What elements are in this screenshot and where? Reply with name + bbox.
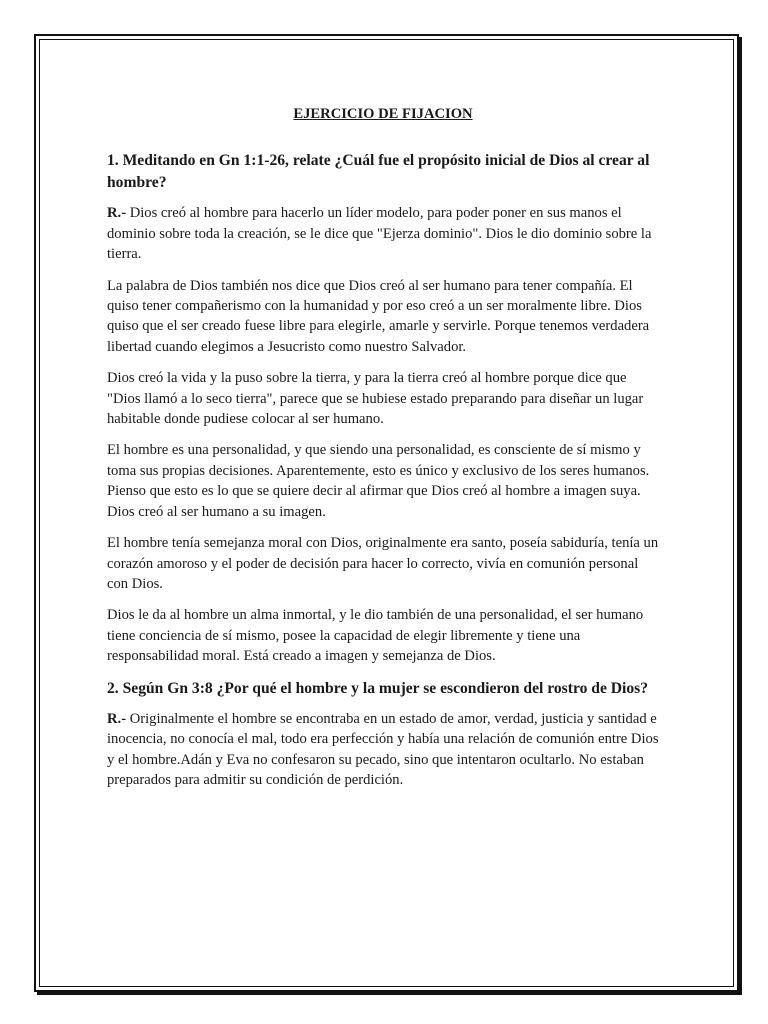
answer-2-text: Originalmente el hombre se encontraba en un estado de amor, verdad, justicia y santidad e inocencia, no conocía el mal, todo era perfección y había una relación de comunión entre Dios y el hombre.Adán y Eva no confesaron su pecado, sino que intentaron ocultarlo. No estaban preparados para admitir su condición de perdición.	[107, 711, 659, 789]
paragraph-4: El hombre es una personalidad, y que siendo una personalidad, es consciente de sí mismo y toma sus propias decisiones. Aparentemente, esto es único y exclusivo de los seres humanos. Pienso que esto es lo que se quiere decir al afirmar que Dios creó al hombre a imagen suya. Dios creó al ser humano a su imagen.	[107, 442, 650, 520]
answer-2-label: R.-	[107, 711, 127, 728]
paragraph-2: La palabra de Dios también nos dice que Dios creó al ser humano para tener compañía. El quiso tener compañerismo con la humanidad y por eso creó a un ser moralmente libre. Dios quiso que el ser creado fuese libre para elegirle, amarle y servirle. Porque tenemos verdadera libertad cuando elegimos a Jesucristo como nuestro Salvador.	[107, 277, 650, 355]
answer-1-text: Dios creó al hombre para hacerlo un líder modelo, para poder poner en sus manos el dominio sobre toda la creación, se le dice que "Ejerza dominio". Dios le dio dominio sobre la tierra.	[107, 205, 652, 263]
paragraph-3: Dios creó la vida y la puso sobre la tierra, y para la tierra creó al hombre porque dice que "Dios llamó a lo seco tierra", parece que se hubiese estado preparando para diseñar un lugar habitable donde pudiese colocar al ser humano.	[107, 370, 644, 428]
question-2: 2. Según Gn 3:8 ¿Por qué el hombre y la mujer se escondieron del rostro de Dios?	[107, 679, 649, 697]
document-title: EJERCICIO DE FIJACION	[293, 106, 473, 122]
answer-2	[107, 709, 659, 791]
question-1: 1. Meditando en Gn 1:1-26, relate ¿Cuál fue el propósito inicial de Dios al crear al hombre?	[107, 152, 650, 191]
answer-1-label: R.-	[107, 205, 127, 222]
answer-1	[107, 203, 659, 264]
paragraph-5: El hombre tenía semejanza moral con Dios, originalmente era santo, poseía sabiduría, tenía un corazón amoroso y el poder de decisión para hacer lo correcto, vivía en comunión personal con Dios.	[107, 535, 659, 592]
paragraph-6: Dios le da al hombre un alma inmortal, y le dio también de una personalidad, el ser humano tiene conciencia de sí mismo, posee la capacidad de elegir libremente y tiene una responsabilidad moral. Está creado a imagen y semejanza de Dios.	[107, 607, 644, 665]
document-body	[107, 104, 659, 802]
